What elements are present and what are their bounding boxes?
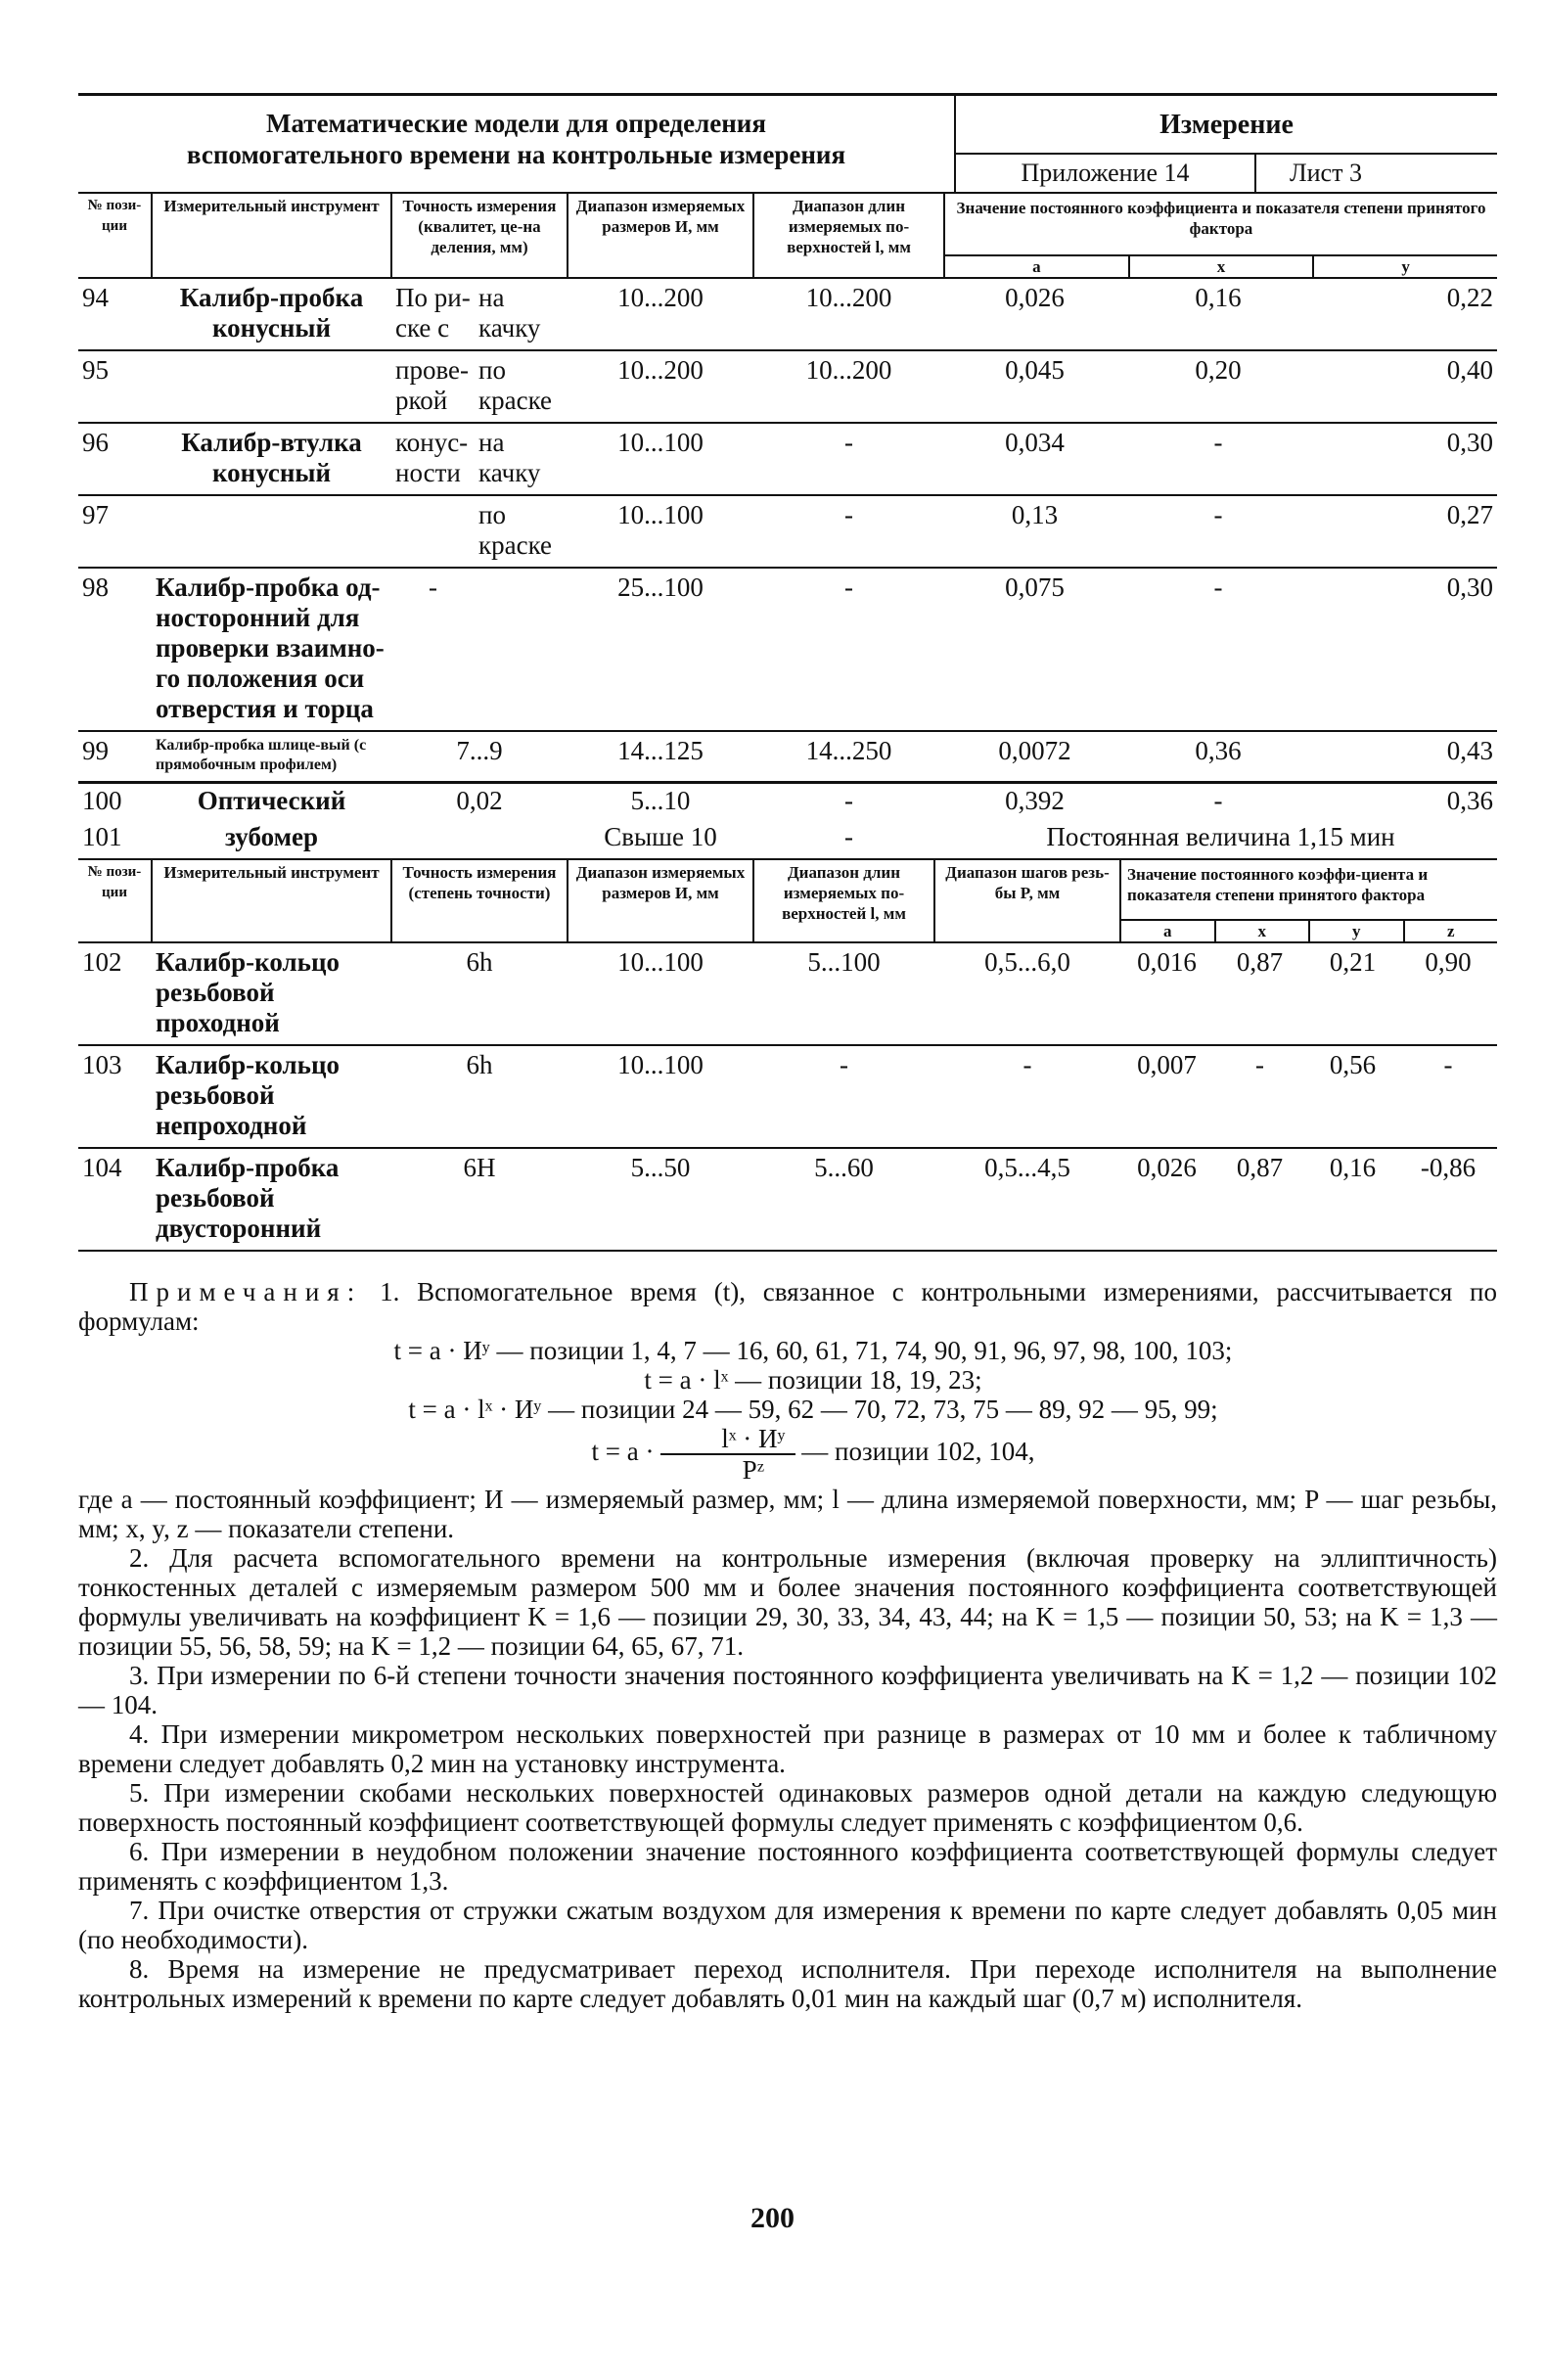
title-line-2: вспомогательного времени на контрольные измерения: [186, 140, 846, 169]
row-95-acc2: по краске: [475, 350, 568, 423]
row-102-length: 5...100: [753, 942, 934, 1045]
formula-3: t = a · lˣ · Иʸ — позиции 24 — 59, 62 — 70, 72, 73, 75 — 89, 92 — 95, 99;: [408, 1395, 1218, 1424]
row-103-range: 10...100: [568, 1045, 753, 1148]
col2-tool-header: Измерительный инструмент: [152, 860, 391, 942]
row-96-range: 10...100: [568, 423, 753, 495]
row-95-range: 10...200: [568, 350, 753, 423]
row-98-range: 25...100: [568, 568, 753, 731]
row-98-x: -: [1125, 568, 1311, 731]
row-102-a: 0,016: [1120, 942, 1213, 1045]
row-100-acc: 0,02: [391, 783, 568, 819]
table-row: [78, 278, 1497, 350]
row-96-tool: Калибр-втулка конусный: [152, 423, 391, 495]
row-102-pos: 102: [78, 942, 152, 1045]
row-98-a: 0,075: [944, 568, 1125, 731]
row-95-pos: 95: [78, 350, 152, 423]
row-101-constant: Постоянная величина 1,15 мин: [944, 818, 1497, 859]
table-row: [78, 818, 1497, 859]
row-97-acc2: по краске: [475, 495, 568, 568]
row-103-length: -: [753, 1045, 934, 1148]
col-a-header: a: [1032, 257, 1041, 276]
table-row: [78, 495, 1497, 568]
col2-pos-header: № пози-ции: [78, 860, 152, 942]
row-99-acc: 7...9: [391, 731, 568, 783]
notes-section: [78, 1277, 1497, 2013]
row-104-y: 0,16: [1306, 1148, 1399, 1251]
row-99-y: 0,43: [1311, 731, 1497, 783]
row-97-range: 10...100: [568, 495, 753, 568]
row-98-acc1: -: [391, 568, 475, 731]
formula-4: [78, 1424, 1497, 1485]
table-header-block: [78, 93, 1497, 194]
row-94-x: 0,16: [1125, 278, 1311, 350]
row-97-y: 0,27: [1311, 495, 1497, 568]
note-7: 7. При очистке отверстия от стружки сжатым воздухом для измерения к времени по карте следует добавлять 0,05 мин (по необходимости).: [78, 1896, 1497, 1954]
col-y-header: y: [1312, 256, 1497, 277]
col2-accuracy-header: Точность измерения (степень точности): [391, 860, 568, 942]
row-101-length: -: [753, 818, 944, 859]
row-103-tool: Калибр-кольцо резьбовой непроходной: [152, 1045, 391, 1148]
row-96-acc2: на качку: [475, 423, 568, 495]
row-103-a: 0,007: [1120, 1045, 1213, 1148]
row-103-x: -: [1213, 1045, 1306, 1148]
row-100-x: -: [1125, 783, 1311, 819]
row-95-tool: [152, 350, 391, 423]
col2-y-header: y: [1308, 921, 1403, 941]
row-94-y: 0,22: [1311, 278, 1497, 350]
row-102-tool: Калибр-кольцо резьбовой проходной: [152, 942, 391, 1045]
section-title: Измерение: [956, 96, 1497, 155]
row-104-pos: 104: [78, 1148, 152, 1251]
table-title: [78, 96, 956, 192]
row-101-range: Свыше 10: [568, 818, 753, 859]
note-2: 2. Для расчета вспомогательного времени на контрольные измерения (включая проверку на эллиптичность) тонкостенных деталей с измеряемым размером 500 мм и более значения постоянного коэффициента соответствующей формулы увеличивать на коэффициент K = 1,6 — позиции 29, 30, 33, 34, 43, 44; на K = 1,5 — позиции 50, 53; на K = 1,3 — позиции 55, 56, 58, 59; на K = 1,2 — позиции 64, 65, 67, 71.: [78, 1543, 1497, 1661]
col2-range-header: Диапазон измеряемых размеров И, мм: [568, 860, 753, 942]
row-98-pos: 98: [78, 568, 152, 731]
row-104-pitch: 0,5...4,5: [934, 1148, 1120, 1251]
row-104-a: 0,026: [1120, 1148, 1213, 1251]
col-length-header: Диапазон длин измеряемых по-верхностей l, мм: [753, 194, 944, 278]
row-102-y: 0,21: [1306, 942, 1399, 1045]
row-98-tool: Калибр-пробка од-носторонний для проверки взаимно-го положения оси отверстия и торца: [152, 568, 391, 731]
notes-label: Примечания:: [129, 1277, 363, 1306]
note-8: 8. Время на измерение не предусматривает переход исполнителя. При переходе исполнителя на выполнение контрольных измерений к времени по карте следует добавлять 0,01 мин на каждый шаг (0,7 м) исполнителя.: [78, 1954, 1497, 2013]
table-row: [78, 731, 1497, 783]
sheet-label: Лист 3: [1290, 159, 1362, 187]
row-102-range: 10...100: [568, 942, 753, 1045]
row-98-acc2: [475, 568, 568, 731]
row-94-acc1: По ри-ске с: [391, 278, 475, 350]
row-97-acc1: [391, 495, 475, 568]
row-104-range: 5...50: [568, 1148, 753, 1251]
row-104-length: 5...60: [753, 1148, 934, 1251]
formula-4-numerator: lˣ · Иʸ: [660, 1424, 795, 1455]
col-range-header: Диапазон измеряемых размеров И, мм: [568, 194, 753, 278]
row-100-a: 0,392: [944, 783, 1125, 819]
row-97-x: -: [1125, 495, 1311, 568]
row-94-length: 10...200: [753, 278, 944, 350]
row-103-acc: 6h: [391, 1045, 568, 1148]
row-100-range: 5...10: [568, 783, 753, 819]
row-96-length: -: [753, 423, 944, 495]
note-3: 3. При измерении по 6-й степени точности значения постоянного коэффициента увеличивать на K = 1,2 — позиции 102 — 104.: [78, 1661, 1497, 1719]
row-97-tool: [152, 495, 391, 568]
table-row: [78, 1148, 1497, 1251]
row-99-pos: 99: [78, 731, 152, 783]
row-98-y: 0,30: [1311, 568, 1497, 731]
row-96-pos: 96: [78, 423, 152, 495]
row-102-z: 0,90: [1399, 942, 1497, 1045]
note-1: 1. Вспомогательное время (t), связанное с контрольными измерениями, рассчитывается по формулам:: [78, 1277, 1498, 1336]
col-accuracy-header: Точность измерения (квалитет, це-на деления, мм): [391, 194, 568, 278]
title-line-1: Математические модели для определения: [266, 109, 766, 138]
table-1-header-row: [78, 194, 1497, 278]
table-1: [78, 194, 1497, 860]
formula-4-suffix: — позиции 102, 104,: [801, 1437, 1035, 1467]
table-row: [78, 783, 1497, 819]
row-102-pitch: 0,5...6,0: [934, 942, 1120, 1045]
row-94-a: 0,026: [944, 278, 1125, 350]
row-99-length: 14...250: [753, 731, 944, 783]
section-block: [956, 96, 1497, 192]
row-97-pos: 97: [78, 495, 152, 568]
row-96-acc1: конус-ности: [391, 423, 475, 495]
row-96-y: 0,30: [1311, 423, 1497, 495]
row-100-y: 0,36: [1311, 783, 1497, 819]
note-6: 6. При измерении в неудобном положении значение постоянного коэффициента соответствующей формулы следует применять с коэффициентом 1,3.: [78, 1837, 1497, 1896]
formula-4-prefix: t = a ·: [591, 1437, 655, 1467]
page: [78, 93, 1497, 2013]
table-row: [78, 942, 1497, 1045]
row-103-y: 0,56: [1306, 1045, 1399, 1148]
row-104-z: -0,86: [1399, 1148, 1497, 1251]
row-95-length: 10...200: [753, 350, 944, 423]
col-x-header: x: [1128, 256, 1313, 277]
row-99-tool: Калибр-пробка шлице-вый (с прямобочным профилем): [152, 731, 391, 783]
col2-a-header: a: [1163, 922, 1172, 940]
table-row: [78, 1045, 1497, 1148]
row-99-a: 0,0072: [944, 731, 1125, 783]
appendix-label: Приложение 14: [956, 155, 1256, 192]
row-103-z: -: [1399, 1045, 1497, 1148]
col2-pitch-header: Диапазон шагов резь-бы P, мм: [934, 860, 1120, 942]
col2-z-header: z: [1403, 921, 1498, 941]
row-102-acc: 6h: [391, 942, 568, 1045]
formula-2: t = a · lˣ — позиции 18, 19, 23;: [644, 1365, 982, 1395]
row-104-tool: Калибр-пробка резьбовой двусторонний: [152, 1148, 391, 1251]
row-100-length: -: [753, 783, 944, 819]
table-2: [78, 860, 1497, 1252]
row-100-tool: Оптический: [152, 783, 391, 819]
row-102-x: 0,87: [1213, 942, 1306, 1045]
row-95-a: 0,045: [944, 350, 1125, 423]
row-99-range: 14...125: [568, 731, 753, 783]
row-94-pos: 94: [78, 278, 152, 350]
col2-coef-header: Значение постоянного коэффи-циента и показателя степени принятого фактора: [1127, 865, 1429, 904]
row-101-pos: 101: [78, 818, 152, 859]
row-94-range: 10...200: [568, 278, 753, 350]
row-94-tool: Калибр-пробка конусный: [152, 278, 391, 350]
row-103-pos: 103: [78, 1045, 152, 1148]
table-row: [78, 350, 1497, 423]
row-97-a: 0,13: [944, 495, 1125, 568]
row-95-x: 0,20: [1125, 350, 1311, 423]
table-row: [78, 568, 1497, 731]
row-94-acc2: на качку: [475, 278, 568, 350]
row-104-x: 0,87: [1213, 1148, 1306, 1251]
col-pos-header: № пози-ции: [78, 194, 152, 278]
row-95-y: 0,40: [1311, 350, 1497, 423]
col-coef-header: Значение постоянного коэффициента и показателя степени принятого фактора: [956, 199, 1486, 238]
formula-4-fraction: [660, 1424, 795, 1485]
row-97-length: -: [753, 495, 944, 568]
row-96-x: -: [1125, 423, 1311, 495]
row-98-length: -: [753, 568, 944, 731]
page-number: 200: [750, 2202, 795, 2234]
note-5: 5. При измерении скобами нескольких поверхностей одинаковых размеров одной детали на каждую следующую поверхность постоянный коэффициент соответствующей формулы следует применять с коэффициентом 0,6.: [78, 1778, 1497, 1837]
table-row: [78, 423, 1497, 495]
formula-4-denominator: Pᶻ: [742, 1455, 765, 1485]
row-100-pos: 100: [78, 783, 152, 819]
row-96-a: 0,034: [944, 423, 1125, 495]
table-2-header-row: [78, 860, 1497, 942]
col2-length-header: Диапазон длин измеряемых по-верхностей l, мм: [753, 860, 934, 942]
row-104-acc: 6H: [391, 1148, 568, 1251]
col2-x-header: x: [1214, 921, 1309, 941]
row-103-pitch: -: [934, 1045, 1120, 1148]
row-99-x: 0,36: [1125, 731, 1311, 783]
row-95-acc1: прове-ркой: [391, 350, 475, 423]
col-tool-header: Измерительный инструмент: [152, 194, 391, 278]
formula-1: t = a · Иʸ — позиции 1, 4, 7 — 16, 60, 61, 71, 74, 90, 91, 96, 97, 98, 100, 103;: [393, 1336, 1233, 1365]
row-101-tool: зубомер: [152, 818, 391, 859]
note-4: 4. При измерении микрометром нескольких поверхностей при разнице в размерах от 10 мм и более к табличному времени следует добавлять 0,2 мин на установку инструмента.: [78, 1719, 1497, 1778]
note-1-legend: где a — постоянный коэффициент; И — измеряемый размер, мм; l — длина измеряемой поверхности, мм; P — шаг резьбы, мм; x, y, z — показатели степени.: [78, 1485, 1497, 1543]
